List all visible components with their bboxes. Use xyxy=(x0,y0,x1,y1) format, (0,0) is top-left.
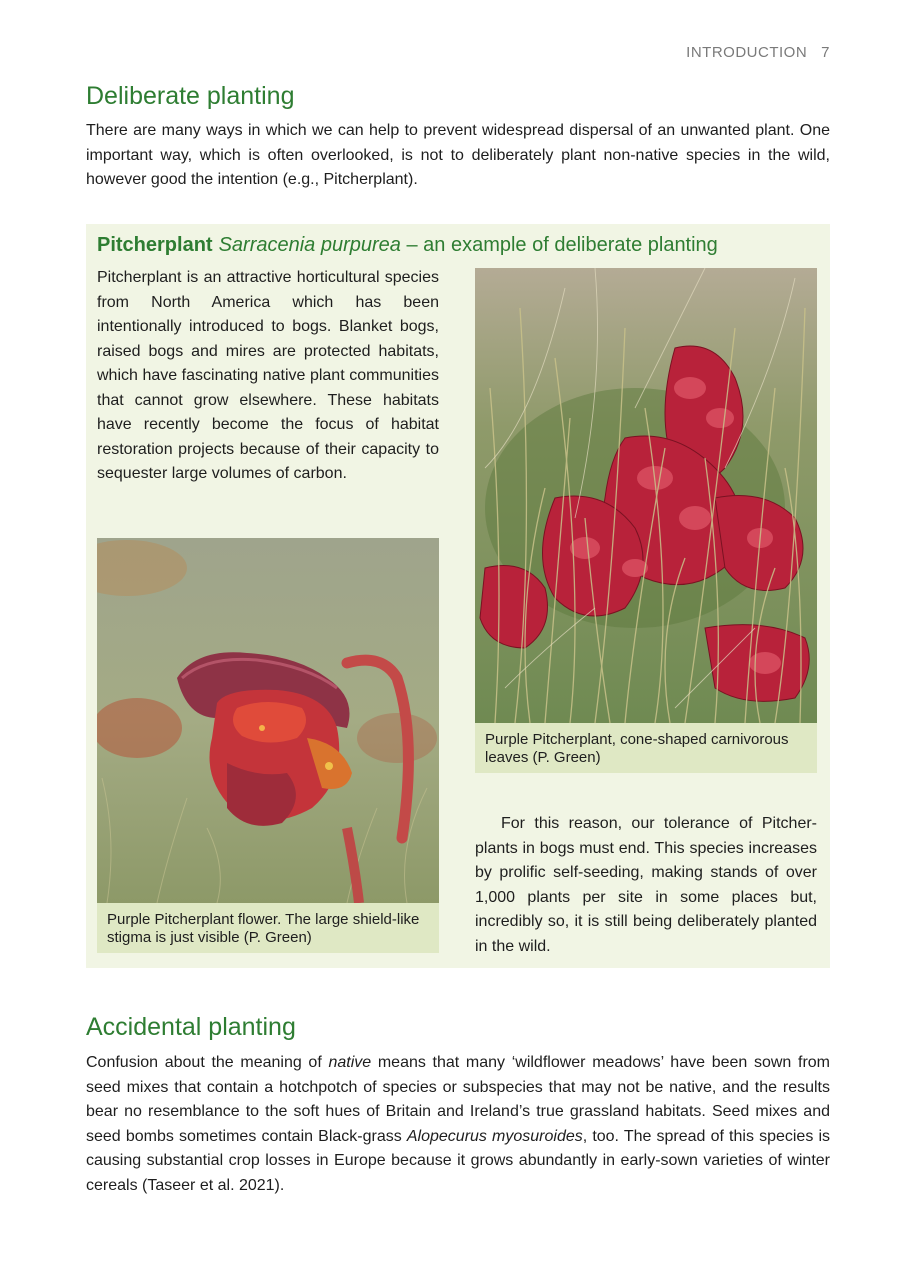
deliberate-planting-heading: Deliberate planting xyxy=(86,82,295,110)
flower-photo-caption: Purple Pitcherplant flower. The large shield-like stigma is just visible (P. Green) xyxy=(97,903,439,953)
running-head xyxy=(686,44,830,61)
accidental-planting-heading: Accidental planting xyxy=(86,1013,296,1041)
box-title-rest: – an example of deliberate planting xyxy=(400,234,718,256)
accidental-text-part3: , too. The spread of this species is causing substantial crop losses in Europe because it grows abundantly in early-sown varieties of winter cereals (Taseer et al. 2021). xyxy=(86,1127,831,1194)
box-intro-text: Pitcherplant is an attractive horticultural species from North America which has been intentionally introduced to bogs. Blanket bogs, raised bogs and mires are protected habitats, which have fascinating native plant communities that cannot grow elsewhere. These habitats have recently become the focus of habitat restoration projects because of their capacity to sequester large volumes of carbon. xyxy=(97,269,439,482)
pitcherplant-bog-photo xyxy=(475,268,817,723)
box-title-latin: Sarracenia purpurea xyxy=(218,234,401,256)
pitcherplant-flower-photo xyxy=(97,538,439,903)
deliberate-planting-text: There are many ways in which we can help to prevent widespread dispersal of an unwanted plant. One important way, which is often overlooked, is not to deliberately plant non-native species in the wild, however good the intention (e.g., Pitcherplant). xyxy=(86,122,830,188)
bog-photo-caption: Purple Pitcherplant, cone-shaped carnivorous leaves (P. Green) xyxy=(475,723,817,773)
pitcherplant-box xyxy=(86,224,830,968)
accidental-text-part1: Confusion about the meaning of xyxy=(86,1054,329,1071)
running-head-section: INTRODUCTION xyxy=(686,44,808,61)
accidental-text-native: native xyxy=(328,1054,372,1071)
page-number: 7 xyxy=(821,44,830,61)
box-conclusion-text: For this reason, our tolerance of Pitcher-plants in bogs must end. This species increases by prolific self-seeding, making stands of over 1,000 plants per site in some places but, incredibly so, it is still being deliberately planted in the wild. xyxy=(475,815,817,955)
accidental-text-species: Alopecurus myosuroides xyxy=(406,1127,583,1145)
box-title-common: Pitcherplant xyxy=(97,234,213,256)
accidental-text-part2: means that many ‘wildflower meadows’ have been sown from seed mixes that contain a hotchpotch of species or subspecies that may not be native, and the results bear no resemblance to the soft hues of Britain and Ireland’s true grassland habitats. Seed mixes and seed bombs sometimes contain Black-grass xyxy=(86,1054,830,1145)
accidental-planting-text xyxy=(86,1051,830,1198)
box-title xyxy=(97,234,718,257)
